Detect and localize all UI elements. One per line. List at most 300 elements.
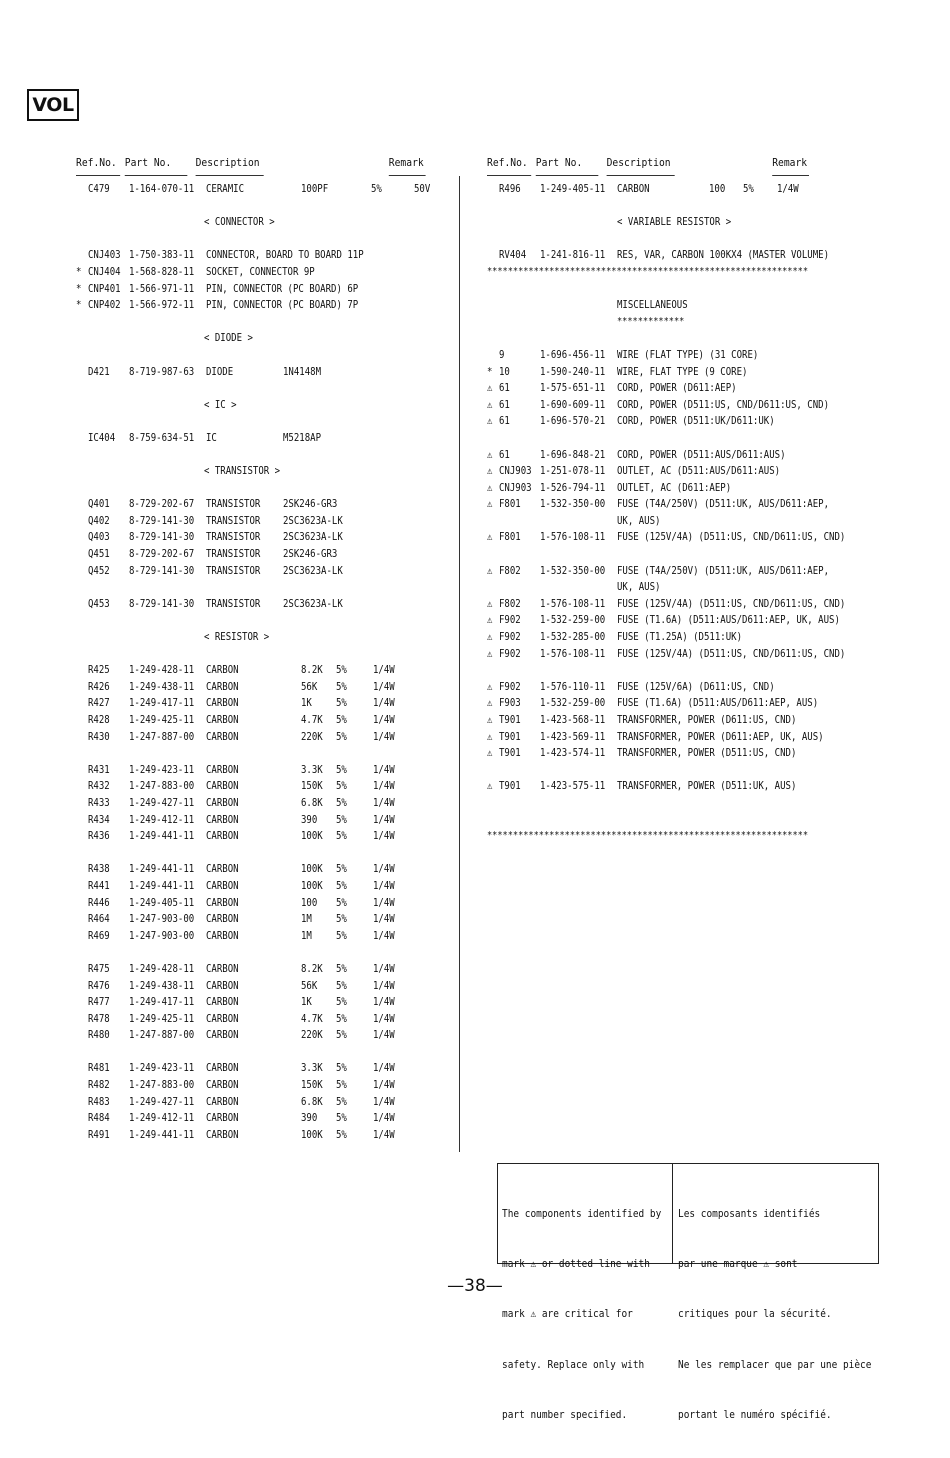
description-continuation	[487, 513, 847, 530]
section-heading-text: < TRANSISTOR >	[204, 465, 281, 478]
ref-no: R483	[88, 1095, 110, 1108]
description: CORD, POWER (D511:UK/D611:UK)	[617, 415, 775, 428]
part-row	[76, 729, 458, 746]
part-no: 1-249-412-11	[129, 1112, 195, 1125]
description: CERAMIC	[206, 183, 245, 195]
part-no: 1-249-425-11	[129, 714, 195, 726]
value: 8.2K	[301, 664, 323, 677]
safety-notice-english: The components identified by mark ⚠ or dotted line with mark ⚠ are critical for safety. Replace only with part number specified.	[502, 1207, 662, 1422]
rating: 1/4W	[373, 730, 395, 743]
part-no: 1-249-423-11	[129, 763, 195, 776]
rating: 1/4W	[373, 879, 395, 892]
part-row	[487, 695, 847, 712]
ref-no: R481	[88, 1062, 110, 1075]
description: CARBON	[206, 813, 239, 826]
tolerance: 5%	[336, 813, 347, 826]
ref-no: R484	[88, 1112, 110, 1125]
part-no: 1-247-887-00	[129, 730, 195, 743]
tolerance: 5%	[336, 796, 347, 809]
part-row	[487, 496, 847, 513]
tolerance: 5%	[336, 1112, 347, 1125]
value: 390	[301, 813, 318, 826]
part-row	[76, 812, 458, 829]
ref-no: R480	[88, 1029, 110, 1042]
ref-no: F902	[499, 647, 521, 660]
part-row	[487, 247, 847, 264]
value: 8.2K	[301, 962, 323, 975]
part-no: 1-576-108-11	[540, 531, 606, 544]
ref-no: CNP402	[88, 299, 121, 312]
description: CARBON	[206, 1012, 239, 1025]
section-heading-text: < DIODE >	[204, 332, 253, 345]
ref-no: IC404	[88, 431, 116, 444]
row-spacer	[76, 1044, 458, 1061]
ref-no: CNJ404	[88, 265, 121, 278]
remark-header: Remark	[772, 157, 808, 169]
row-spacer	[487, 330, 847, 347]
ref-no: Q452	[88, 564, 110, 577]
value: 6.8K	[301, 796, 323, 809]
section-heading-text: < RESISTOR >	[204, 631, 270, 644]
column-header	[487, 155, 818, 181]
part-row	[76, 795, 458, 812]
row-spacer	[487, 812, 847, 829]
ref-no: F903	[499, 697, 521, 710]
part-row	[76, 961, 458, 978]
description: CORD, POWER (D511:AUS/D611:AUS)	[617, 448, 786, 461]
part-row	[76, 1094, 458, 1111]
ref-no: 61	[499, 415, 510, 428]
safety-notice-french: Les composants identifiés par une marque ⚠ sont critiques pour la sécurité. Ne les remplacer que par une pièce portant le numéro spécifié.	[678, 1207, 872, 1422]
description: CARBON	[206, 996, 239, 1009]
tolerance: 5%	[336, 1079, 347, 1092]
description: FUSE (T4A/250V) (D511:UK, AUS/D611:AEP,	[617, 564, 830, 577]
ref-no: R428	[88, 714, 110, 726]
value: 100K	[301, 830, 323, 843]
part-row	[487, 646, 847, 663]
tolerance: 5%	[336, 1062, 347, 1075]
ref-no: F801	[499, 531, 521, 544]
tolerance: 5%	[336, 664, 347, 677]
value: 220K	[301, 730, 323, 743]
part-no: 1-423-569-11	[540, 730, 606, 743]
part-row	[487, 679, 847, 696]
row-spacer	[76, 447, 458, 464]
part-no: 8-729-202-67	[129, 548, 195, 561]
part-no: 1-576-110-11	[540, 680, 606, 693]
value: 100K	[301, 863, 323, 876]
part-row	[76, 496, 458, 513]
ref-no: R426	[88, 680, 110, 693]
row-spacer	[76, 612, 458, 629]
rating: 1/4W	[373, 714, 395, 726]
part-row	[76, 994, 458, 1011]
part-no: 1-247-883-00	[129, 1079, 195, 1092]
description: FUSE (T1.25A) (D511:UK)	[617, 631, 743, 644]
row-spacer	[76, 745, 458, 762]
tolerance: 5%	[336, 863, 347, 876]
description: TRANSFORMER, POWER (D611:AEP, UK, AUS)	[617, 730, 824, 743]
rating: 1/4W	[373, 813, 395, 826]
ref-no: F902	[499, 631, 521, 644]
tolerance: 5%	[336, 714, 347, 726]
ref-no: F802	[499, 597, 521, 610]
description: TRANSISTOR	[206, 498, 261, 511]
rating: 1/4W	[373, 979, 395, 992]
ref-no: R432	[88, 780, 110, 793]
ref-no: R434	[88, 813, 110, 826]
part-no: 1-532-350-00	[540, 564, 606, 577]
separator-text: *************	[617, 315, 685, 327]
ref-no: 9	[499, 348, 505, 361]
value: 100PF	[301, 183, 329, 195]
part-row	[487, 529, 847, 546]
part-no: 8-729-141-30	[129, 531, 195, 544]
value: 1N4148M	[283, 365, 322, 378]
tolerance: 5%	[336, 1029, 347, 1042]
description-header: Description	[195, 157, 260, 169]
part-row	[76, 762, 458, 779]
row-spacer	[487, 546, 847, 563]
tolerance: 5%	[743, 183, 754, 195]
value: 2SC3623A-LK	[283, 564, 343, 577]
rating: 1/4W	[373, 796, 395, 809]
ref-no: T901	[499, 730, 521, 743]
ref-no: F902	[499, 680, 521, 693]
value: 390	[301, 1112, 318, 1125]
description: CARBON	[206, 763, 239, 776]
part-row	[76, 895, 458, 912]
part-no: 8-729-202-67	[129, 498, 195, 511]
description: CARBON	[206, 1112, 239, 1125]
part-no: 1-249-427-11	[129, 1095, 195, 1108]
part-no: 1-590-240-11	[540, 365, 606, 378]
ref-no: 10	[499, 365, 510, 378]
part-row	[76, 778, 458, 795]
ref-no-header: Ref.No.	[487, 157, 528, 169]
ref-no: 61	[499, 448, 510, 461]
description: FUSE (T1.6A) (D511:AUS/D611:AEP, AUS)	[617, 697, 819, 710]
part-row	[76, 247, 458, 264]
part-row	[76, 928, 458, 945]
section-heading	[76, 629, 458, 646]
rating: 1/4W	[373, 664, 395, 677]
value: 100	[301, 896, 318, 909]
description: UK, AUS)	[617, 581, 661, 594]
part-no: 1-249-438-11	[129, 680, 195, 693]
description: CARBON	[206, 780, 239, 793]
row-spacer	[487, 762, 847, 779]
part-row	[76, 546, 458, 563]
part-row	[487, 347, 847, 364]
part-row	[76, 911, 458, 928]
section-heading	[487, 297, 847, 314]
row-spacer	[487, 281, 847, 298]
ref-no: R496	[499, 183, 521, 195]
safety-warning-icon: ⚠	[487, 631, 493, 644]
part-no-header: Part No.	[124, 157, 172, 169]
part-no: 1-568-828-11	[129, 265, 195, 278]
part-row	[487, 563, 847, 580]
part-row	[76, 1077, 458, 1094]
description: RES, VAR, CARBON 100KX4 (MASTER VOLUME)	[617, 249, 830, 262]
description: TRANSFORMER, POWER (D611:US, CND)	[617, 714, 797, 726]
part-row	[487, 181, 847, 198]
value: 2SK246-GR3	[283, 548, 338, 561]
ref-no: R464	[88, 913, 110, 926]
section-heading-text: < CONNECTOR >	[204, 216, 275, 229]
part-no: 1-249-428-11	[129, 962, 195, 975]
parts-rows-right	[487, 181, 847, 845]
tolerance: 5%	[336, 780, 347, 793]
description: IC	[206, 431, 217, 444]
part-row	[487, 480, 847, 497]
part-no: 1-249-427-11	[129, 796, 195, 809]
parts-list-right	[487, 155, 847, 845]
description: TRANSISTOR	[206, 548, 261, 561]
ref-no: R475	[88, 962, 110, 975]
part-no: 1-249-441-11	[129, 863, 195, 876]
rating: 1/4W	[373, 1095, 395, 1108]
ref-no: T901	[499, 714, 521, 726]
ref-no: CNJ403	[88, 249, 121, 262]
ref-no: CNP401	[88, 282, 121, 295]
safety-warning-icon: ⚠	[487, 481, 493, 494]
new-part-mark: *	[76, 282, 82, 295]
part-no: 1-247-887-00	[129, 1029, 195, 1042]
description: TRANSISTOR	[206, 564, 261, 577]
row-spacer	[487, 430, 847, 447]
part-row	[76, 364, 458, 381]
part-row	[487, 712, 847, 729]
tolerance: 5%	[336, 1128, 347, 1141]
part-row	[76, 828, 458, 845]
part-no: 1-690-609-11	[540, 398, 606, 411]
safety-warning-icon: ⚠	[487, 747, 493, 760]
description: TRANSFORMER, POWER (D511:UK, AUS)	[617, 780, 797, 793]
description: FUSE (125V/4A) (D511:US, CND/D611:US, CND)	[617, 647, 846, 660]
part-row	[487, 447, 847, 464]
value: 4.7K	[301, 1012, 323, 1025]
description: CARBON	[206, 879, 239, 892]
column-header	[76, 155, 427, 181]
part-no-header: Part No.	[535, 157, 583, 169]
description: CARBON	[206, 697, 239, 710]
ref-no: R446	[88, 896, 110, 909]
safety-warning-icon: ⚠	[487, 398, 493, 411]
ref-no: R478	[88, 1012, 110, 1025]
value: M5218AP	[283, 431, 322, 444]
description: CONNECTOR, BOARD TO BOARD 11P	[206, 249, 364, 262]
part-no: 1-423-568-11	[540, 714, 606, 726]
part-row	[487, 380, 847, 397]
tolerance: 5%	[336, 879, 347, 892]
rating: 1/4W	[373, 1029, 395, 1042]
column-divider	[459, 176, 460, 1152]
part-no: 1-526-794-11	[540, 481, 606, 494]
part-row	[76, 563, 458, 580]
part-no: 1-696-848-21	[540, 448, 606, 461]
row-spacer	[76, 347, 458, 364]
parts-list-left	[76, 155, 458, 1143]
description: TRANSISTOR	[206, 597, 261, 610]
ref-no: CNJ903	[499, 465, 532, 478]
description: FUSE (T4A/250V) (D511:UK, AUS/D611:AEP,	[617, 498, 830, 511]
ref-no: R436	[88, 830, 110, 843]
value: 150K	[301, 780, 323, 793]
part-no: 8-729-141-30	[129, 597, 195, 610]
description: UK, AUS)	[617, 514, 661, 527]
tolerance: 5%	[336, 929, 347, 942]
part-row	[76, 1011, 458, 1028]
ref-no: R441	[88, 879, 110, 892]
part-no: 1-249-423-11	[129, 1062, 195, 1075]
page-number: —38—	[447, 1276, 503, 1296]
tolerance: 5%	[336, 763, 347, 776]
ref-no: T901	[499, 780, 521, 793]
rating: 1/4W	[373, 830, 395, 843]
ref-no: R425	[88, 664, 110, 677]
section-badge: VOL	[27, 89, 79, 121]
safety-warning-icon: ⚠	[487, 714, 493, 726]
part-no: 1-566-972-11	[129, 299, 195, 312]
part-no: 1-576-108-11	[540, 647, 606, 660]
ref-no: R430	[88, 730, 110, 743]
part-no: 8-729-141-30	[129, 514, 195, 527]
part-row	[487, 364, 847, 381]
ref-no: R477	[88, 996, 110, 1009]
part-row	[76, 297, 458, 314]
ref-no: F902	[499, 614, 521, 627]
new-part-mark: *	[487, 365, 493, 378]
ref-no: Q401	[88, 498, 110, 511]
value: 1M	[301, 913, 312, 926]
part-no: 1-249-405-11	[540, 183, 606, 195]
safety-notice	[497, 1163, 879, 1422]
description: FUSE (T1.6A) (D511:AUS/D611:AEP, UK, AUS)	[617, 614, 840, 627]
row-spacer	[76, 314, 458, 331]
separator-text: **************************************************************	[487, 265, 809, 277]
part-row	[76, 662, 458, 679]
tolerance: 5%	[371, 183, 382, 195]
part-no: 1-164-070-11	[129, 183, 195, 195]
section-heading	[76, 463, 458, 480]
part-no: 1-249-441-11	[129, 830, 195, 843]
tolerance: 5%	[336, 962, 347, 975]
part-no: 1-532-350-00	[540, 498, 606, 511]
description: WIRE, FLAT TYPE (9 CORE)	[617, 365, 748, 378]
safety-warning-icon: ⚠	[487, 697, 493, 710]
ref-no: R491	[88, 1128, 110, 1141]
section-heading-text: < IC >	[204, 398, 237, 411]
value: 100K	[301, 1128, 323, 1141]
part-no: 8-719-987-63	[129, 365, 195, 378]
part-no: 1-249-417-11	[129, 697, 195, 710]
rating: 1/4W	[373, 1079, 395, 1092]
safety-warning-icon: ⚠	[487, 780, 493, 793]
rating: 1/4W	[373, 863, 395, 876]
part-row	[76, 596, 458, 613]
rating: 1/4W	[373, 697, 395, 710]
section-heading	[76, 397, 458, 414]
description: TRANSISTOR	[206, 514, 261, 527]
row-spacer	[76, 231, 458, 248]
ref-no: Q451	[88, 548, 110, 561]
tolerance: 5%	[336, 1012, 347, 1025]
description: WIRE (FLAT TYPE) (31 CORE)	[617, 348, 759, 361]
safety-warning-icon: ⚠	[487, 647, 493, 660]
part-no: 1-249-441-11	[129, 1128, 195, 1141]
row-spacer	[76, 413, 458, 430]
description-header: Description	[606, 157, 671, 169]
description: CARBON	[206, 913, 239, 926]
section-heading-text: MISCELLANEOUS	[617, 299, 688, 312]
ref-no: Q402	[88, 514, 110, 527]
value: 4.7K	[301, 714, 323, 726]
part-no: 1-241-816-11	[540, 249, 606, 262]
ref-no: R433	[88, 796, 110, 809]
value: 1K	[301, 996, 312, 1009]
part-no: 1-251-078-11	[540, 465, 606, 478]
rating: 1/4W	[373, 780, 395, 793]
part-no: 1-696-456-11	[540, 348, 606, 361]
description: PIN, CONNECTOR (PC BOARD) 7P	[206, 299, 359, 312]
ref-no: Q453	[88, 597, 110, 610]
value: 56K	[301, 979, 318, 992]
part-no: 8-729-141-30	[129, 564, 195, 577]
part-row	[76, 513, 458, 530]
tolerance: 5%	[336, 896, 347, 909]
part-no: 1-423-574-11	[540, 747, 606, 760]
description: CARBON	[206, 863, 239, 876]
part-row	[76, 264, 458, 281]
rating: 50V	[414, 183, 431, 195]
ref-no: CNJ903	[499, 481, 532, 494]
safety-warning-icon: ⚠	[487, 448, 493, 461]
part-row	[76, 281, 458, 298]
part-row	[76, 529, 458, 546]
value: 1M	[301, 929, 312, 942]
row-spacer	[487, 198, 847, 215]
row-spacer	[76, 380, 458, 397]
value: 2SC3623A-LK	[283, 514, 343, 527]
description: FUSE (125V/4A) (D511:US, CND/D611:US, CND)	[617, 597, 846, 610]
part-no: 1-247-903-00	[129, 913, 195, 926]
description: CARBON	[206, 896, 239, 909]
part-row	[76, 679, 458, 696]
part-row	[487, 745, 847, 762]
tolerance: 5%	[336, 830, 347, 843]
value: 220K	[301, 1029, 323, 1042]
part-row	[76, 878, 458, 895]
description: CARBON	[206, 664, 239, 677]
description: CARBON	[206, 1095, 239, 1108]
part-row	[487, 729, 847, 746]
rating: 1/4W	[373, 962, 395, 975]
rating: 1/4W	[373, 1112, 395, 1125]
separator-stars	[487, 264, 847, 281]
description: CORD, POWER (D611:AEP)	[617, 382, 737, 395]
row-spacer	[487, 795, 847, 812]
part-row	[76, 181, 458, 198]
rating: 1/4W	[373, 763, 395, 776]
safety-warning-icon: ⚠	[487, 597, 493, 610]
tolerance: 5%	[336, 697, 347, 710]
ref-no: R469	[88, 929, 110, 942]
description: OUTLET, AC (D611:AEP)	[617, 481, 732, 494]
description: TRANSFORMER, POWER (D511:US, CND)	[617, 747, 797, 760]
value: 56K	[301, 680, 318, 693]
